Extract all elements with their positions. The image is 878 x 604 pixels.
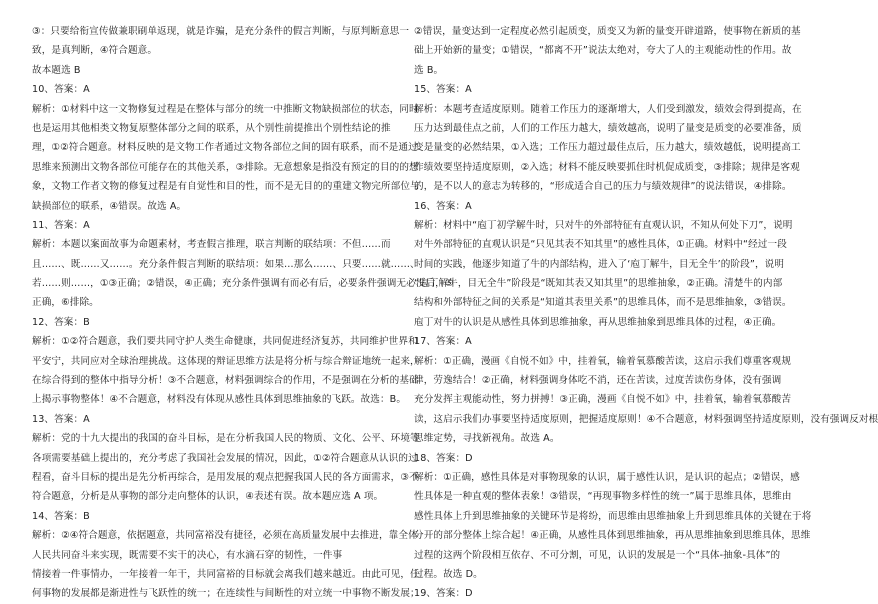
text-line: 12、答案：B (32, 316, 90, 328)
text-line: 解析：本题考查适度原则。随着工作压力的逐渐增大，人们受到激发，绩效会得到提高，在 (414, 103, 802, 115)
text-line: 11、答案：A (32, 219, 90, 231)
text-line: 过程。故选 D。 (414, 568, 483, 580)
text-line: 在综合得到的整体中指导分析！③不合题意，材料强调综合的作用，不是强调在分析的基础 (32, 375, 419, 387)
text-line: 的，是不以人的意志为转移的，“形成适合自己的压力与绩效规律”的说法错误，④排除。 (414, 181, 792, 193)
text-line: 思维来预测出文物各部位可能存在的其他关系，③排除。无意想象是指没有预定的目的的想 (32, 161, 419, 173)
text-line: 性具体是一种直观的整体表象！③错误，“再现事物多样性的统一”属于思维具体，思维由 (414, 491, 792, 503)
text-line: 各项需要基础上提出的，充分考虑了我国社会发展的情况，因此，①②符合题意从认识的过 (32, 452, 418, 464)
text-line: 平安宁，共同应对全球治理挑战。这体现的辩证思维方法是将分析与综合辩证地统一起来， (32, 355, 420, 367)
text-line: 且……、既……又……。充分条件假言判断的联结项：如果…那么……、只要……就……、 (32, 258, 420, 270)
text-line: 程看，奋斗目标的提出是先分析再综合，是用发展的观点把握我国人民的各方面需求，③不 (32, 471, 419, 483)
text-line: 15、答案：A (414, 84, 472, 96)
text-line: 何事物的发展都是渐进性与飞跃性的统一；在连续性与间断性的对立统一中事物不断发展； (32, 588, 420, 600)
text-line: 19、答案：D (414, 588, 473, 600)
text-line: 础上开始新的量变；①错误，“都离不开”说法太绝对，夸大了人的主观能动性的作用。故 (414, 45, 792, 57)
text-line: 解析：①正确，漫画《自悦不如》中，挂着氧，输着氧慕酸苦读，这启示我们尊重客观规 (414, 355, 792, 367)
text-line: 解析：材料中“庖丁初学解牛时，只对牛的外部特征有直观认识，不知从何处下刀”，说明 (414, 219, 793, 231)
text-line: 13、答案：A (32, 413, 90, 425)
text-line: 正确，⑥排除。 (32, 297, 99, 309)
text-line: 故本题选 B (32, 64, 81, 76)
text-line: 人民共同奋斗来实现，既需要不实干的决心，有水滴石穿的韧性，一件事 (32, 549, 343, 561)
text-line: 充分发挥主观能动性，努力拼搏！③正确，漫画《自悦不如》中，挂着氧，输着氧慕酸苦 (414, 394, 792, 406)
text-line: 解析：本题以案面故事为命题素材，考查假言推理，联言判断的联结项：不但……而 (32, 239, 391, 251)
text-line: 18、答案：D (414, 452, 473, 464)
text-line: 对牛外部特征的直观认识是“只见其表不知其里”的感性具体，①正确。材料中“经过一段 (414, 239, 787, 251)
text-line: 变是量变的必然结果，①入选；工作压力超过最佳点后，压力越大，绩效越低，说明提高工 (414, 142, 801, 154)
text-line: 16、答案：A (414, 200, 472, 212)
text-line: 作绩效要坚持适度原则，②入选；材料不能反映要抓住时机促成质变，③排除；规律是客观 (414, 161, 800, 173)
text-line: 解析：①材料中这一文物修复过程是在整体与部分的统一中推断文物缺损部位的状态，同时 (32, 103, 419, 115)
text-line: 也是运用其他相类文物复原整体部分之间的联系，从个别性前提推出个别性结论的推 (32, 122, 391, 134)
text-line: ②错误，量变达到一定程度必然引起质变，质变又为新的量变开辟道路，使事物在新质的基 (414, 26, 801, 37)
right-column (414, 22, 878, 604)
text-line: 庖丁对牛的认识是从感性具体到思维抽象，再从思维抽象到思维具体的过程，④正确。 (414, 316, 782, 328)
text-line: 解析：党的十九大提出的我国的奋斗目标，是在分析我国人民的物质、文化、公平、环境等 (32, 433, 420, 445)
text-line: 时间的实践，他逐步知道了牛的内部结构，进入了‘庖丁解牛，目无全牛’的阶段”，说明 (414, 258, 785, 270)
text-line: 选 B。 (414, 64, 444, 76)
text-line: 思维定势，寻找新视角。故选 A。 (414, 433, 560, 445)
text-line: 解析：①正确，感性具体是对事物现象的认识，属于感性认识，是认识的起点；②错误，感 (414, 471, 800, 483)
text-line: 理，①②符合题意。材料反映的是文物工作者通过文物各部位之间的固有联系，而不是通过 (32, 142, 418, 154)
text-line: 符合题意，分析是从事物的部分走向整体的认识，④表述有误。故本题应选 A 项。 (32, 491, 384, 503)
text-line: 解析：②④符合题意，依据题意，共同富裕没有捷径，必须在高质量发展中去推进，靠全体 (32, 530, 418, 542)
text-line: 压力达到最佳点之前，人们的工作压力越大，绩效越高，说明了量变是质变的必要准备，质 (414, 122, 802, 134)
text-line: 象，文物工作者文物的修复过程是有自觉性和目的性，而不是无目的的重建文物完所部位与 (32, 181, 420, 193)
text-line: 上揭示事物整体！④不合题意，材料没有体现从感性具体到思维抽象的飞跃。故选：B。 (32, 394, 407, 406)
text-line: “庖丁解牛，目无全牛”阶段是“既知其表又知其里”的思维抽象，②正确。清楚牛的内部 (414, 278, 783, 290)
text-line: 感性具体上升到思维抽象的关键环节是将纷，而思维由思维抽象上升到思维具体的关键在于将 (414, 510, 812, 522)
text-line: 14、答案：B (32, 510, 90, 522)
text-line: ③：只要给衔宣传做兼职刷单返现，就是诈骗，是充分条件的假言判断，与原判断意思一 (32, 26, 410, 37)
text-line: 结构和外部特征之间的关系是“知道其表里关系”的思维具体，而不是思维抽象，③错误。 (414, 297, 792, 309)
text-line: 情接着一件事情办，一年接着一年干，共同富裕的目标就会离我们越来越近。由此可见，任 (32, 568, 420, 580)
text-line: 致，是真判断，④符合题意。 (32, 45, 158, 57)
text-line: 解析：①②符合题意，我们要共同守护人类生命健康，共同促进经济复苏，共同维护世界和 (32, 336, 418, 348)
text-line: 10、答案：A (32, 84, 90, 96)
text-line: 分开的部分整体上综合起！④正确，从感性具体到思维抽象，再从思维抽象到思维具体，思维 (414, 530, 811, 542)
text-line: 缺损部位的联系，④错误。故选 A。 (32, 200, 187, 212)
text-line: 17、答案：A (414, 336, 472, 348)
text-line: 过程的这两个阶段相互依存、不可分割，可见，认识的发展是一个“具体-抽象-具体”的 (414, 549, 781, 561)
text-line: 读，这启示我们办事要坚持适度原则，把握适度原则！④不合题意，材料强调坚持适度原则，没有强调反对根 (414, 413, 878, 425)
text-line: 若……则……，①③正确；②错误，④正确；充分条件强调有而必有后，必要条件强调无必没后，⑤ (32, 278, 454, 290)
text-line: 律，劳逸结合！②正确，材料强调身体吃不消，还在苦读，过度苦读伤身体，没有强调 (414, 375, 782, 387)
